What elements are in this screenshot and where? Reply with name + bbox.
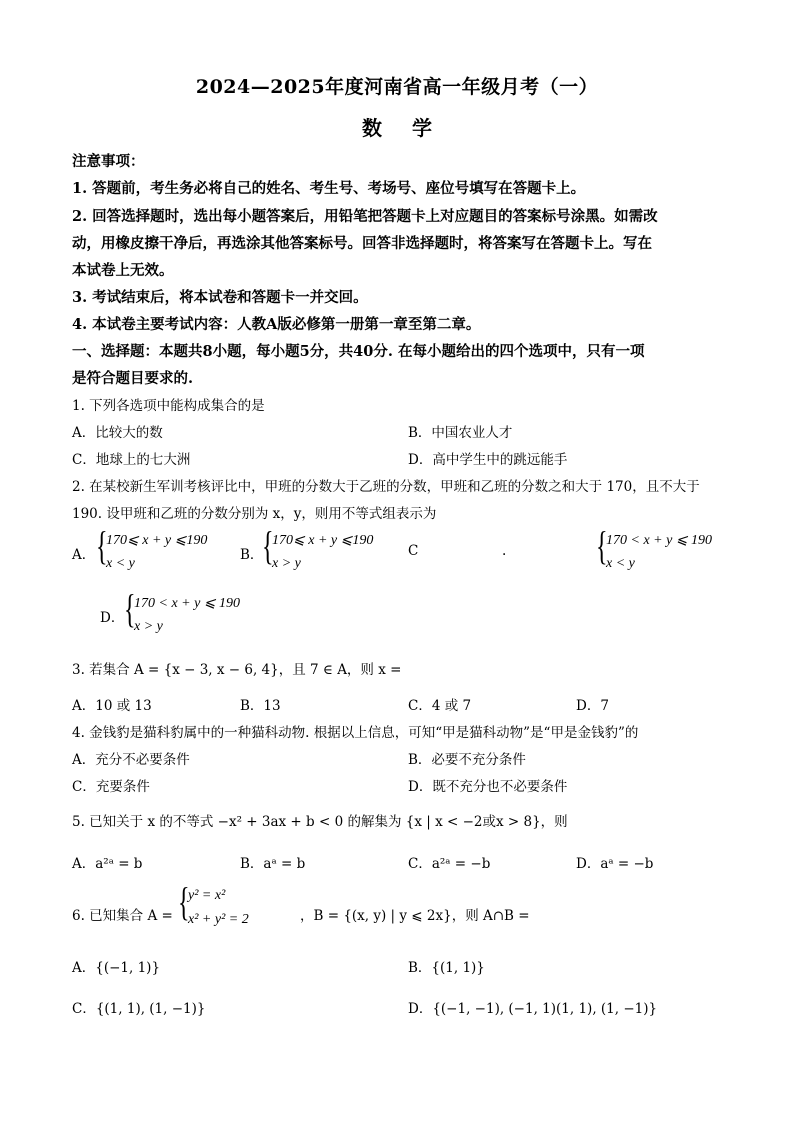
system-line: x > y bbox=[134, 619, 163, 634]
option-a-system: { 170⩽ x + y ⩽190 x < y bbox=[96, 523, 208, 571]
option-d: D．高中学生中的跳远能手 bbox=[408, 452, 568, 468]
question-stem-cont: ，B = {(x, y) | y ⩽ 2x}，则 A∩B = bbox=[300, 908, 530, 924]
option-c-dot: . bbox=[502, 543, 507, 559]
option-b: B．13 bbox=[240, 698, 281, 714]
option-c-system: { 170 < x + y ⩽ 190 x < y bbox=[596, 523, 713, 571]
section-heading-cont: 是符合题目要求的. bbox=[72, 370, 194, 387]
notice-item: 本试卷上无效。 bbox=[72, 262, 174, 279]
option-d: D．既不充分也不必要条件 bbox=[408, 779, 568, 795]
option-c: C．{(1, 1), (1, −1)} bbox=[72, 1001, 206, 1017]
notice-item: 4. 本试卷主要考试内容：人教A版必修第一册第一章至第二章。 bbox=[72, 316, 481, 333]
option-a-label: A． bbox=[72, 547, 96, 563]
option-a: A．a²ᵃ = b bbox=[72, 856, 143, 872]
question-stem: 6. 已知集合 A = bbox=[72, 908, 173, 924]
notice-item: 动，用橡皮擦干净后，再选涂其他答案标号。回答非选择题时，将答案写在答题卡上。写在 bbox=[72, 235, 652, 252]
section-heading: 一、选择题：本题共8小题，每小题5分，共40分. 在每小题给出的四个选项中，只有一项 bbox=[72, 343, 645, 360]
notice-item: 1. 答题前，考生务必将自己的姓名、考生号、考场号、座位号填写在答题卡上。 bbox=[72, 180, 586, 197]
option-c: C．充要条件 bbox=[72, 779, 150, 795]
option-d-label: D． bbox=[100, 610, 125, 626]
option-d-system: { 170 < x + y ⩽ 190 x > y bbox=[124, 586, 241, 634]
notice-item: 2. 回答选择题时，选出每小题答案后，用铅笔把答题卡上对应题目的答案标号涂黑。如需改 bbox=[72, 208, 658, 225]
option-c: C．a²ᵃ = −b bbox=[408, 856, 491, 872]
option-a: A．充分不必要条件 bbox=[72, 752, 190, 768]
notice-item: 3. 考试结束后，将本试卷和答题卡一并交回。 bbox=[72, 289, 368, 306]
option-b: B．aᵃ = b bbox=[240, 856, 306, 872]
option-b-label: B． bbox=[240, 547, 264, 563]
option-b: B．中国农业人才 bbox=[408, 425, 513, 441]
notice-heading: 注意事项： bbox=[72, 153, 145, 170]
question-stem: 3. 若集合 A = {x − 3, x − 6, 4}，且 7 ∈ A，则 x = bbox=[72, 662, 402, 678]
subject-title: 数学 bbox=[362, 116, 462, 140]
system-line: 170 < x + y ⩽ 190 bbox=[606, 533, 713, 548]
option-a: A．10 或 13 bbox=[72, 698, 152, 714]
option-c-label: C bbox=[408, 543, 419, 559]
system-line: x² + y² = 2 bbox=[188, 912, 249, 927]
system-line: 170⩽ x + y ⩽190 bbox=[106, 533, 208, 548]
option-b: B．必要不充分条件 bbox=[408, 752, 526, 768]
option-c: C．4 或 7 bbox=[408, 698, 472, 714]
question-stem: 5. 已知关于 x 的不等式 −x² + 3ax + b < 0 的解集为 {x | x < −2或x > 8}，则 bbox=[72, 814, 568, 830]
system-line: 170⩽ x + y ⩽190 bbox=[272, 533, 374, 548]
option-a: A．{(−1, 1)} bbox=[72, 960, 161, 976]
exam-title: 2024—2025年度河南省高一年级月考（一） bbox=[195, 76, 599, 98]
system-line: 170 < x + y ⩽ 190 bbox=[134, 596, 241, 611]
option-b-system: { 170⩽ x + y ⩽190 x > y bbox=[262, 523, 374, 571]
question-stem: 1. 下列各选项中能构成集合的是 bbox=[72, 398, 265, 414]
system-line: x < y bbox=[606, 556, 635, 571]
question-stem: 4. 金钱豹是猫科豹属中的一种猫科动物. 根据以上信息，可知“甲是猫科动物”是“甲是金钱豹”的 bbox=[72, 725, 639, 741]
option-a: A．比较大的数 bbox=[72, 425, 163, 441]
option-d: D．{(−1, −1), (−1, 1)(1, 1), (1, −1)} bbox=[408, 1001, 658, 1017]
option-d: D．aᵃ = −b bbox=[576, 856, 654, 872]
system-line: y² = x² bbox=[188, 888, 226, 903]
option-d: D．7 bbox=[576, 698, 609, 714]
set-a-system: { y² = x² x² + y² = 2 bbox=[178, 879, 249, 927]
system-line: x < y bbox=[106, 556, 135, 571]
question-stem-cont: 190. 设甲班和乙班的分数分别为 x，y，则用不等式组表示为 bbox=[72, 506, 437, 522]
question-stem: 2. 在某校新生军训考核评比中，甲班的分数大于乙班的分数，甲班和乙班的分数之和大于 170，且不大于 bbox=[72, 479, 700, 495]
option-c: C．地球上的七大洲 bbox=[72, 452, 191, 468]
option-b: B．{(1, 1)} bbox=[408, 960, 485, 976]
system-line: x > y bbox=[272, 556, 301, 571]
